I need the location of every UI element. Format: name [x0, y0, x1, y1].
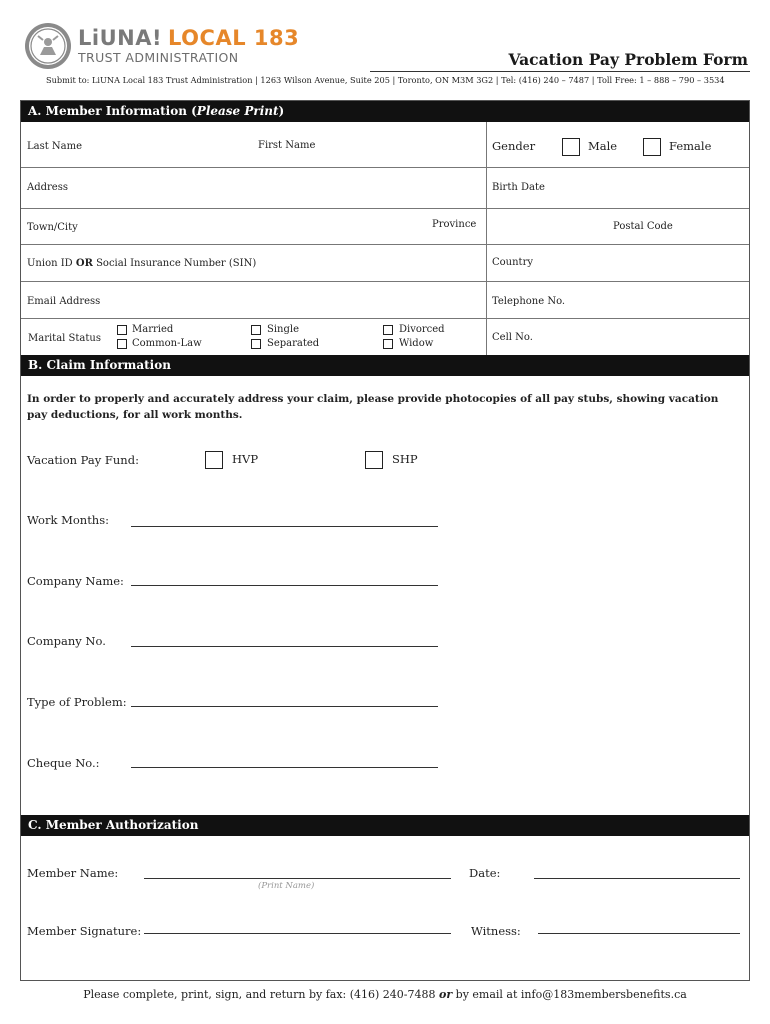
common-law-checkbox[interactable]	[117, 339, 127, 349]
birth-date-field[interactable]: Birth Date	[492, 182, 545, 193]
brand-liuna: LiUNA!	[78, 26, 163, 50]
section-c-header: C. Member Authorization	[21, 815, 749, 836]
company-name-input[interactable]	[131, 585, 438, 586]
section-a-header	[21, 101, 749, 122]
type-of-problem-label: Type of Problem:	[27, 695, 127, 709]
company-name-label: Company Name:	[27, 574, 124, 588]
date-label: Date:	[469, 866, 501, 880]
married-label: Married	[132, 324, 174, 335]
type-of-problem-input[interactable]	[131, 706, 438, 707]
brand-subtitle: TRUST ADMINISTRATION	[78, 50, 239, 65]
widow-checkbox[interactable]	[383, 339, 393, 349]
postal-code-field[interactable]: Postal Code	[613, 221, 673, 232]
section-a-title-close: )	[278, 104, 285, 118]
union-id-sin-field[interactable]	[27, 258, 256, 269]
single-checkbox[interactable]	[251, 325, 261, 335]
first-name-field[interactable]: First Name	[258, 140, 316, 151]
cheque-no-input[interactable]	[131, 767, 438, 768]
row-divider	[21, 318, 749, 319]
hvp-label: HVP	[232, 452, 259, 466]
separated-checkbox[interactable]	[251, 339, 261, 349]
member-name-label: Member Name:	[27, 866, 119, 880]
section-a-title-italic: Please Print	[196, 104, 279, 118]
last-name-field[interactable]: Last Name	[27, 141, 83, 152]
member-signature-label: Member Signature:	[27, 924, 142, 938]
single-label: Single	[267, 324, 300, 335]
section-a-title: A. Member Information (	[28, 104, 197, 118]
divorced-label: Divorced	[399, 324, 445, 335]
male-checkbox[interactable]	[562, 138, 580, 156]
member-signature-input[interactable]	[144, 933, 451, 934]
common-law-label: Common-Law	[132, 338, 202, 349]
union-id-or: OR	[75, 258, 93, 269]
brand-local: LOCAL 183	[168, 26, 300, 50]
work-months-input[interactable]	[131, 526, 438, 527]
union-id-text: Union ID	[27, 258, 76, 269]
company-no-input[interactable]	[131, 646, 438, 647]
company-no-label: Company No.	[27, 634, 106, 648]
separated-label: Separated	[267, 338, 320, 349]
row-divider	[21, 167, 749, 168]
address-field[interactable]: Address	[27, 182, 68, 193]
form-frame	[20, 100, 750, 981]
hvp-checkbox[interactable]	[205, 451, 223, 469]
divorced-checkbox[interactable]	[383, 325, 393, 335]
married-checkbox[interactable]	[117, 325, 127, 335]
country-field[interactable]: Country	[492, 257, 534, 268]
footer-email-text: by email at info@183membersbenefits.ca	[452, 988, 687, 1001]
row-divider	[21, 244, 749, 245]
claim-instructions: In order to properly and accurately address your claim, please provide photocopies of all pay stubs, showing vacation pay deductions, for all work months.	[27, 393, 719, 421]
male-label: Male	[588, 139, 618, 153]
email-field[interactable]: Email Address	[27, 296, 101, 307]
brand-name	[78, 26, 299, 50]
telephone-field[interactable]: Telephone No.	[492, 296, 566, 307]
gender-label: Gender	[492, 139, 536, 153]
marital-status-label: Marital Status	[28, 333, 101, 344]
title-rule	[370, 71, 750, 72]
witness-label: Witness:	[471, 924, 521, 938]
row-divider	[21, 208, 749, 209]
print-name-hint: (Print Name)	[258, 881, 315, 891]
widow-label: Widow	[399, 338, 434, 349]
form-title: Vacation Pay Problem Form	[508, 50, 748, 69]
union-seal-icon	[24, 22, 72, 70]
member-name-input[interactable]	[144, 878, 451, 879]
female-label: Female	[669, 139, 712, 153]
work-months-label: Work Months:	[27, 513, 109, 527]
female-checkbox[interactable]	[643, 138, 661, 156]
vacation-pay-fund-label: Vacation Pay Fund:	[27, 453, 139, 467]
row-divider	[21, 281, 749, 282]
shp-checkbox[interactable]	[365, 451, 383, 469]
footer-fax-text: Please complete, print, sign, and return by fax: (416) 240-7488	[83, 988, 440, 1001]
footer-or: or	[439, 988, 453, 1001]
province-field[interactable]: Province	[432, 219, 477, 230]
liuna-logo	[24, 22, 300, 72]
witness-input[interactable]	[538, 933, 740, 934]
sin-text: Social Insurance Number (SIN)	[92, 258, 257, 269]
column-divider	[486, 122, 487, 355]
section-b-header: B. Claim Information	[21, 355, 749, 376]
cell-field[interactable]: Cell No.	[492, 332, 533, 343]
submit-address-line: Submit to: LiUNA Local 183 Trust Administration | 1263 Wilson Avenue, Suite 205 | Toronto, ON M3M 3G2 | Tel: (416) 240 – 7487 | Toll Free: 1 – 888 – 790 – 3534	[46, 75, 725, 85]
footer-instructions	[0, 988, 770, 1001]
cheque-no-label: Cheque No.:	[27, 756, 100, 770]
date-input[interactable]	[534, 878, 740, 879]
town-city-field[interactable]: Town/City	[27, 222, 78, 233]
shp-label: SHP	[392, 452, 418, 466]
